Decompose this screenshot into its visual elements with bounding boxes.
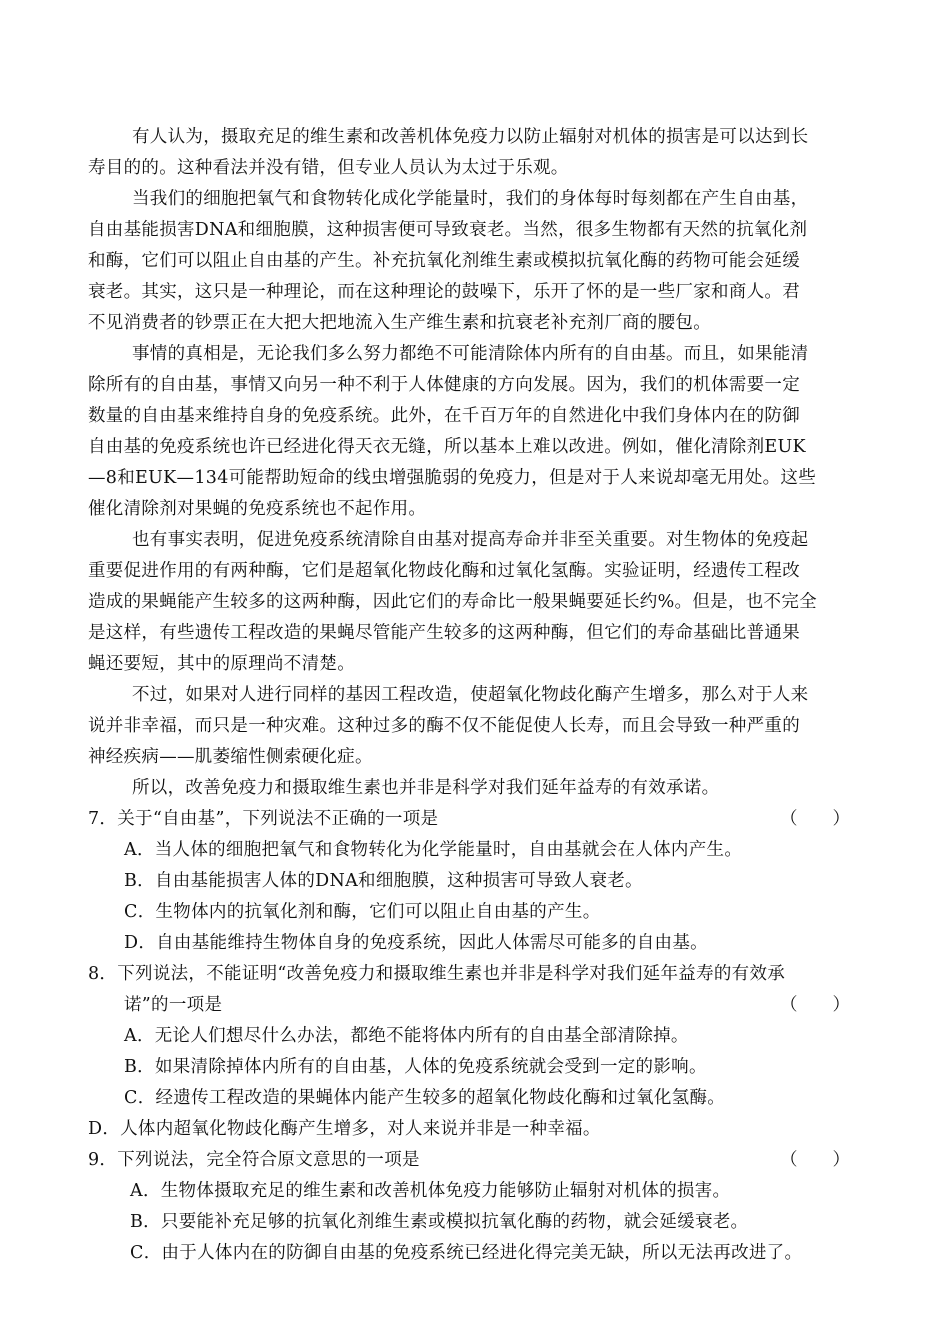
question-option: A．无论人们想尽什么办法，都绝不能将体内所有的自由基全部清除掉。: [124, 1026, 689, 1046]
question-option: C．生物体内的抗氧化剂和酶，它们可以阻止自由基的产生。: [124, 902, 601, 922]
passage-line: 自由基能损害DNA和细胞膜，这种损害便可导致衰老。当然，很多生物都有天然的抗氧化剂: [88, 220, 808, 240]
passage-line: 寿目的的。这种看法并没有错，但专业人员认为太过于乐观。: [88, 158, 569, 178]
passage-line: 当我们的细胞把氧气和食物转化成化学能量时，我们的身体每时每刻都在产生自由基，: [132, 189, 809, 209]
question-option: B．只要能补充足够的抗氧化剂维生素或模拟抗氧化酶的药物，就会延缓衰老。: [130, 1212, 749, 1232]
question-option: B．自由基能损害人体的DNA和细胞膜，这种损害可导致人衰老。: [124, 871, 643, 891]
passage-line: 衰老。其实，这只是一种理论，而在这种理论的鼓噪下，乐开了怀的是一些厂家和商人。君: [88, 282, 800, 302]
question-option: D．人体内超氧化物歧化酶产生增多，对人来说并非是一种幸福。: [88, 1119, 601, 1139]
passage-line: 蝇还要短，其中的原理尚不清楚。: [88, 654, 355, 674]
passage-line: 重要促进作用的有两种酶，它们是超氧化物歧化酶和过氧化氢酶。实验证明，经遗传工程改: [88, 561, 800, 581]
passage-line: 催化清除剂对果蝇的免疫系统也不起作用。: [88, 499, 427, 519]
question-stem: 9．下列说法，完全符合原文意思的一项是: [88, 1150, 420, 1170]
passage-line: 神经疾病——肌萎缩性侧索硬化症。: [88, 747, 373, 767]
question-option: C．由于人体内在的防御自由基的免疫系统已经进化得完美无缺，所以无法再改进了。: [130, 1243, 803, 1263]
answer-bracket: （ ）: [780, 1150, 850, 1170]
passage-line: 是这样，有些遗传工程改造的果蝇尽管能产生较多的这两种酶，但它们的寿命基础比普通果: [88, 623, 800, 643]
question-stem: 8．下列说法，不能证明“改善免疫力和摄取维生素也并非是科学对我们延年益寿的有效承: [88, 964, 786, 984]
answer-bracket: （ ）: [780, 995, 850, 1015]
passage-line: 不见消费者的钞票正在大把大把地流入生产维生素和抗衰老补充剂厂商的腰包。: [88, 313, 711, 333]
passage-line: 不过，如果对人进行同样的基因工程改造，使超氧化物歧化酶产生增多，那么对于人来: [132, 685, 809, 705]
question-stem: 7．关于“自由基”，下列说法不正确的一项是: [88, 809, 439, 829]
passage-line: 说并非幸福，而只是一种灾难。这种过多的酶不仅不能促使人长寿，而且会导致一种严重的: [88, 716, 800, 736]
question-option: D．自由基能维持生物体自身的免疫系统，因此人体需尽可能多的自由基。: [124, 933, 708, 953]
passage-line: —8和EUK—134可能帮助短命的线虫增强脆弱的免疫力，但是对于人来说却毫无用处。这些: [88, 468, 817, 488]
passage-line: 自由基的免疫系统也许已经进化得天衣无缝，所以基本上难以改进。例如，催化清除剂EUK: [88, 437, 806, 457]
passage-line: 事情的真相是，无论我们多么努力都绝不可能清除体内所有的自由基。而且，如果能清: [132, 344, 809, 364]
passage-line: 数量的自由基来维持自身的免疫系统。此外，在千百万年的自然进化中我们身体内在的防御: [88, 406, 800, 426]
question-option: A．当人体的细胞把氧气和食物转化为化学能量时，自由基就会在人体内产生。: [124, 840, 743, 860]
answer-bracket: （ ）: [780, 809, 850, 829]
passage-line: 和酶，它们可以阻止自由基的产生。补充抗氧化剂维生素或模拟抗氧化酶的药物可能会延缓: [88, 251, 800, 271]
passage-line: 除所有的自由基，事情又向另一种不利于人体健康的方向发展。因为，我们的机体需要一定: [88, 375, 800, 395]
question-stem: 诺”的一项是: [124, 995, 223, 1015]
question-option: A．生物体摄取充足的维生素和改善机体免疫力能够防止辐射对机体的损害。: [130, 1181, 731, 1201]
passage-line: 也有事实表明，促进免疫系统清除自由基对提高寿命并非至关重要。对生物体的免疫起: [132, 530, 809, 550]
question-option: C．经遗传工程改造的果蝇体内能产生较多的超氧化物歧化酶和过氧化氢酶。: [124, 1088, 726, 1108]
passage-line: 造成的果蝇能产生较多的这两种酶，因此它们的寿命比一般果蝇要延长约%。但是，也不完全: [88, 592, 817, 612]
question-option: B．如果清除掉体内所有的自由基，人体的免疫系统就会受到一定的影响。: [124, 1057, 707, 1077]
passage-line: 有人认为，摄取充足的维生素和改善机体免疫力以防止辐射对机体的损害是可以达到长: [132, 127, 809, 147]
passage-line: 所以，改善免疫力和摄取维生素也并非是科学对我们延年益寿的有效承诺。: [132, 778, 720, 798]
